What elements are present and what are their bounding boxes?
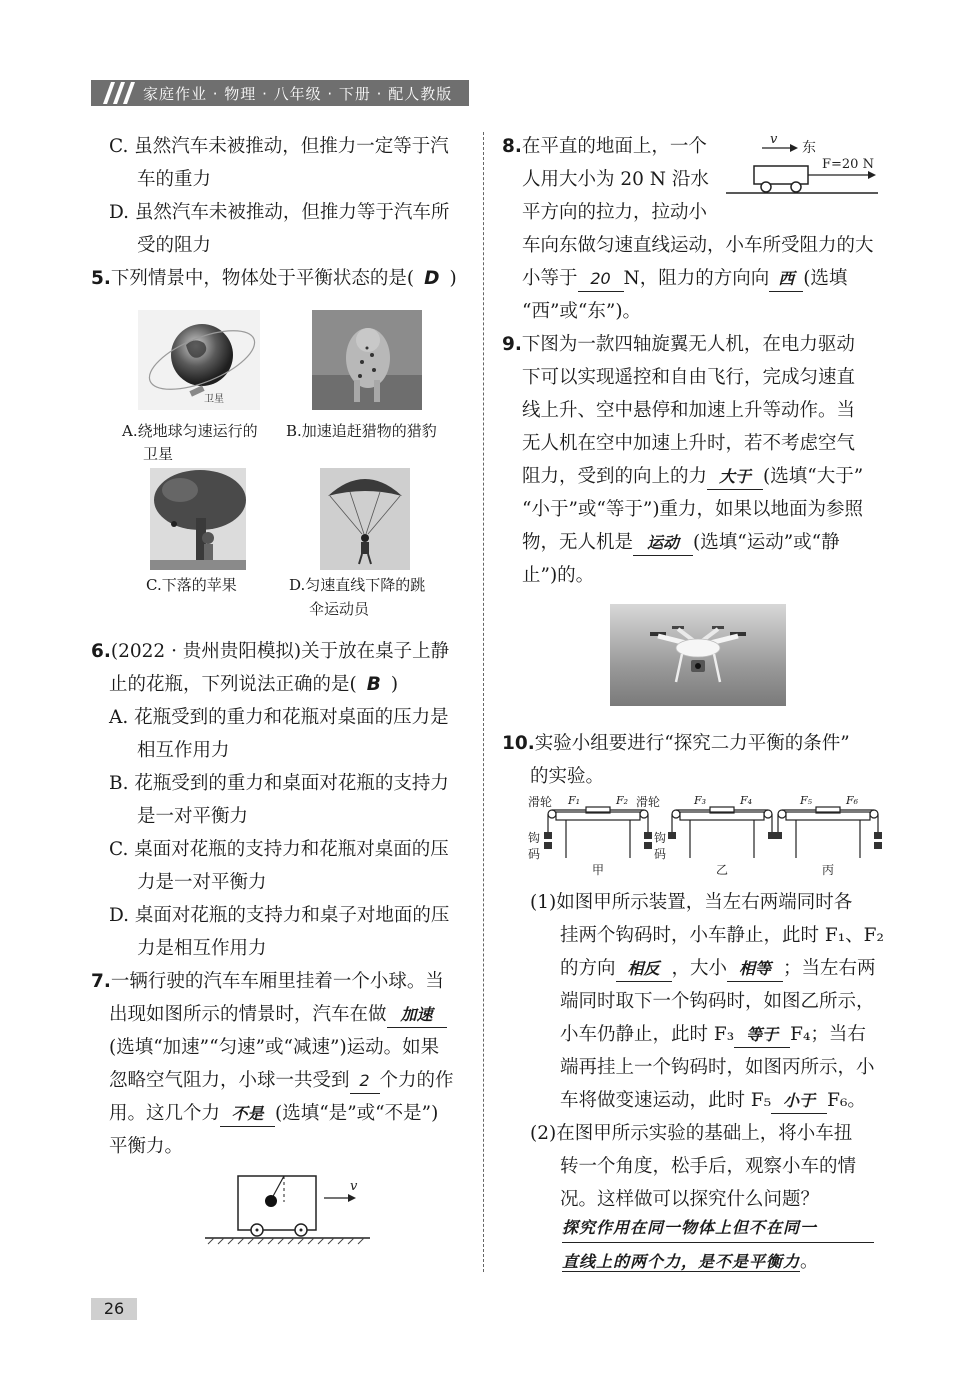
q10-text-p1-7a: 车将做变速运动，此时 F₅ xyxy=(560,1090,772,1111)
q8-line2: 人用大小为 20 N 沿水 xyxy=(522,169,709,190)
q10-answer-line1[interactable] xyxy=(562,1214,874,1243)
q9-text-line5b: (选填“大于” xyxy=(763,466,864,487)
q10-p2-line1: (2)在图甲所示实验的基础上，将小车扭 xyxy=(530,1123,853,1144)
f4-label: F₄ xyxy=(740,794,753,807)
pulley-right-label: 滑轮 xyxy=(636,795,661,809)
q10-text-p1-3b: ，大小 xyxy=(671,958,728,979)
q9-line4: 无人机在空中加速上升时，若不考虑空气 xyxy=(522,433,856,454)
q5-caption-a-line1: A.绕地球匀速运行的 xyxy=(122,422,258,440)
q6-option-a-line1: A. 花瓶受到的重力和花瓶对桌面的压力是 xyxy=(109,707,449,728)
q7-text-line5a: 用。这几个力 xyxy=(109,1103,221,1124)
q8-cart-figure xyxy=(722,132,882,200)
f2-label: F₂ xyxy=(616,794,629,807)
q10-answer-text-1: 探究作用在同一物体上但不在同一 xyxy=(562,1218,818,1237)
table-bing xyxy=(778,807,878,858)
q7-blank-3[interactable]: 不是 xyxy=(220,1102,275,1127)
q6-number: 6. xyxy=(91,641,111,662)
q6-stem-line1 xyxy=(91,635,449,668)
q9-text-line1: 下图为一款四轴旋翼无人机，在电力驱动 xyxy=(521,334,855,355)
q5-text: 下列情景中，物体处于平衡状态的是( xyxy=(110,268,415,289)
q8-force-label: F=20 N xyxy=(822,157,874,172)
q10-text-p1-3a: 的方向 xyxy=(560,958,616,979)
apple-tree-photo xyxy=(150,468,246,570)
q6-option-d-line2: 力是相互作用力 xyxy=(137,938,267,959)
q8-text-line1: 在平直的地面上，一个 xyxy=(521,136,707,157)
q5-caption-c: C.下落的苹果 xyxy=(146,576,237,594)
q9-number: 9. xyxy=(502,334,522,355)
q7-text-line5b: (选填“是”或“不是”) xyxy=(275,1103,439,1124)
q10-text-p1-7b: F₆。 xyxy=(827,1090,866,1111)
q7-text-line2: 出现如图所示的情景时，汽车在做 xyxy=(109,1004,387,1025)
q6-answer: B xyxy=(366,674,381,695)
q10-p1-line4: 端同时取下一个钩码时，如图乙所示， xyxy=(560,991,875,1012)
q9-line8: 止”)的。 xyxy=(522,565,595,586)
q5-answer: D xyxy=(424,268,440,289)
f6-label: F₆ xyxy=(846,794,859,807)
q5-caption-d-line2: 伞运动员 xyxy=(309,600,370,618)
satellite-label: 卫星 xyxy=(204,394,224,405)
q4-option-c-line1: C. 虽然汽车未被推动，但推力一定等于汽 xyxy=(109,136,449,157)
table-yi xyxy=(672,807,772,858)
q8-line5 xyxy=(522,262,847,295)
q7-velocity-label: v xyxy=(350,1179,358,1194)
q10-p1-line7 xyxy=(560,1084,866,1117)
q7-blank-1[interactable]: 加速 xyxy=(387,1003,447,1028)
q8-number: 8. xyxy=(502,136,522,157)
q7-text-line4b: 个力的作 xyxy=(379,1070,454,1091)
q5-number: 5. xyxy=(91,268,111,289)
drone-photo xyxy=(610,604,786,706)
q6-stem-line2 xyxy=(109,668,398,701)
q9-line2: 下可以实现遥控和自由飞行，完成匀速直 xyxy=(522,367,856,388)
q10-blank-2[interactable]: 相等 xyxy=(727,957,783,982)
q10-balance-figure xyxy=(524,792,884,880)
f3-label: F₃ xyxy=(694,794,707,807)
hook-right-label-2: 码 xyxy=(654,847,667,861)
q9-text-line7a: 物，无人机是 xyxy=(522,532,634,553)
q10-text-line1: 实验小组要进行“探究二力平衡的条件” xyxy=(534,733,850,754)
q9-line7 xyxy=(522,526,840,559)
q7-text-line4a: 忽略空气阻力，小球一共受到 xyxy=(109,1070,350,1091)
q6-option-c-line2: 力是一对平衡力 xyxy=(137,872,267,893)
q9-line5 xyxy=(522,460,863,493)
table-jia xyxy=(548,807,648,858)
q5-stem xyxy=(91,262,457,295)
q10-number: 10. xyxy=(502,733,535,754)
q5-close: ) xyxy=(449,268,457,289)
q7-car-figure xyxy=(200,1168,380,1248)
q8-text-line5b: N，阻力的方向向 xyxy=(623,268,770,289)
q4-option-c-line2: 车的重力 xyxy=(137,169,212,190)
hook-left-label-1: 钩 xyxy=(528,831,541,845)
q6-text-line2: 止的花瓶，下列说法正确的是( xyxy=(109,674,357,695)
q8-east-label: 东 xyxy=(802,140,816,156)
q4-option-d-line2: 受的阻力 xyxy=(137,235,212,256)
header-slashes-icon xyxy=(97,80,137,106)
q8-line1 xyxy=(502,130,707,163)
q8-text-line5c: (选填 xyxy=(803,268,848,289)
q9-blank-2[interactable]: 运动 xyxy=(633,531,693,556)
q10-line2: 的实验。 xyxy=(530,766,605,787)
q7-line6: 平衡力。 xyxy=(109,1136,184,1157)
q6-option-d-line1: D. 桌面对花瓶的支持力和桌子对地面的压 xyxy=(109,905,450,926)
q8-text-line5a: 小等于 xyxy=(522,268,578,289)
q8-blank-1[interactable]: 20 xyxy=(578,267,624,292)
f5-label: F₅ xyxy=(800,794,813,807)
fig-bing-label: 丙 xyxy=(822,863,835,877)
q8-line6: “西”或“东”)。 xyxy=(522,301,642,322)
hook-left-label-2: 码 xyxy=(528,847,541,861)
fig-jia-label: 甲 xyxy=(592,863,605,877)
q10-blank-3[interactable]: 等于 xyxy=(734,1023,790,1048)
q10-answer-text-2: 直线上的两个力，是不是平衡力 xyxy=(562,1252,801,1271)
q6-option-a-line2: 相互作用力 xyxy=(137,740,230,761)
q10-text-p1-5b: F₄；当右 xyxy=(790,1024,866,1045)
q8-blank-2[interactable]: 西 xyxy=(769,267,803,292)
q6-option-b-line2: 是一对平衡力 xyxy=(137,806,249,827)
q10-p2-line2: 转一个角度，松手后，观察小车的情 xyxy=(560,1156,857,1177)
q7-blank-2[interactable]: 2 xyxy=(350,1069,380,1094)
q9-line6: “小于”或“等于”)重力，如果以地面为参照 xyxy=(522,499,864,520)
q10-answer-end: 。 xyxy=(800,1251,819,1272)
q9-text-line5a: 阻力，受到的向上的力 xyxy=(522,466,708,487)
q10-answer-line2[interactable] xyxy=(562,1248,818,1276)
q8-line3: 平方向的拉力，拉动小 xyxy=(522,202,708,223)
q6-option-b-line1: B. 花瓶受到的重力和桌面对花瓶的支持力 xyxy=(109,773,449,794)
q10-p1-line6: 端再挂上一个钩码时，如图丙所示，小 xyxy=(560,1057,875,1078)
q10-p2-line3: 况。这样做可以探究什么问题？ xyxy=(560,1189,820,1210)
q10-p1-line1: (1)如图甲所示装置，当左右两端同时各 xyxy=(530,892,853,913)
q7-line1 xyxy=(91,965,444,998)
q5-caption-b: B.加速追赶猎物的猎豹 xyxy=(286,422,437,440)
q4-option-d-line1: D. 虽然汽车未被推动，但推力等于汽车所 xyxy=(109,202,450,223)
q9-text-line7b: (选填“运动”或“静 xyxy=(693,532,840,553)
q10-line1 xyxy=(502,727,850,760)
q6-text-line1: (2022 · 贵州贵阳模拟)关于放在桌子上静 xyxy=(110,641,450,662)
hook-right-label-1: 钩 xyxy=(654,831,667,845)
q7-number: 7. xyxy=(91,971,111,992)
q6-close: ) xyxy=(390,674,399,695)
q7-text-line1: 一辆行驶的汽车车厢里挂着一个小球。当 xyxy=(110,971,444,992)
parachutist-photo xyxy=(320,468,410,570)
cheetah-photo xyxy=(312,310,422,410)
q10-p1-line2: 挂两个钩码时，小车静止，此时 F₁、F₂ xyxy=(560,925,884,946)
pulley-left-label: 滑轮 xyxy=(528,795,553,809)
q7-line5 xyxy=(109,1097,438,1130)
header-title: 家庭作业 · 物理 · 八年级 · 下册 · 配人教版 xyxy=(143,85,453,103)
page-header xyxy=(91,80,469,106)
q10-blank-1[interactable]: 相反 xyxy=(616,957,672,982)
q10-text-p1-3c: ；当左右两 xyxy=(783,958,876,979)
q7-line2 xyxy=(109,998,447,1031)
q8-line4: 车向东做匀速直线运动，小车所受阻力的大 xyxy=(522,235,874,256)
satellite-photo xyxy=(138,310,260,410)
q9-line1 xyxy=(502,328,855,361)
q6-option-c-line1: C. 桌面对花瓶的支持力和花瓶对桌面的压 xyxy=(109,839,449,860)
f1-label: F₁ xyxy=(568,794,581,807)
q9-line3: 线上升、空中悬停和加速上升等动作。当 xyxy=(522,400,856,421)
q10-p1-line3 xyxy=(560,952,876,985)
q7-line3: (选填“加速”“匀速”或“减速”)运动。如果 xyxy=(109,1037,440,1058)
q8-velocity-label: v xyxy=(770,132,778,147)
fig-yi-label: 乙 xyxy=(716,863,729,877)
column-divider xyxy=(483,132,484,1272)
q10-text-p1-5a: 小车仍静止，此时 F₃ xyxy=(560,1024,735,1045)
q10-p1-line5 xyxy=(560,1018,866,1051)
q9-blank-1[interactable]: 大于 xyxy=(707,465,763,490)
page-number: 26 xyxy=(91,1298,137,1320)
q5-caption-a-line2: 卫星 xyxy=(143,445,174,463)
q5-caption-d-line1: D.匀速直线下降的跳 xyxy=(289,576,426,594)
q10-blank-4[interactable]: 小于 xyxy=(771,1089,827,1114)
q7-line4 xyxy=(109,1064,454,1097)
